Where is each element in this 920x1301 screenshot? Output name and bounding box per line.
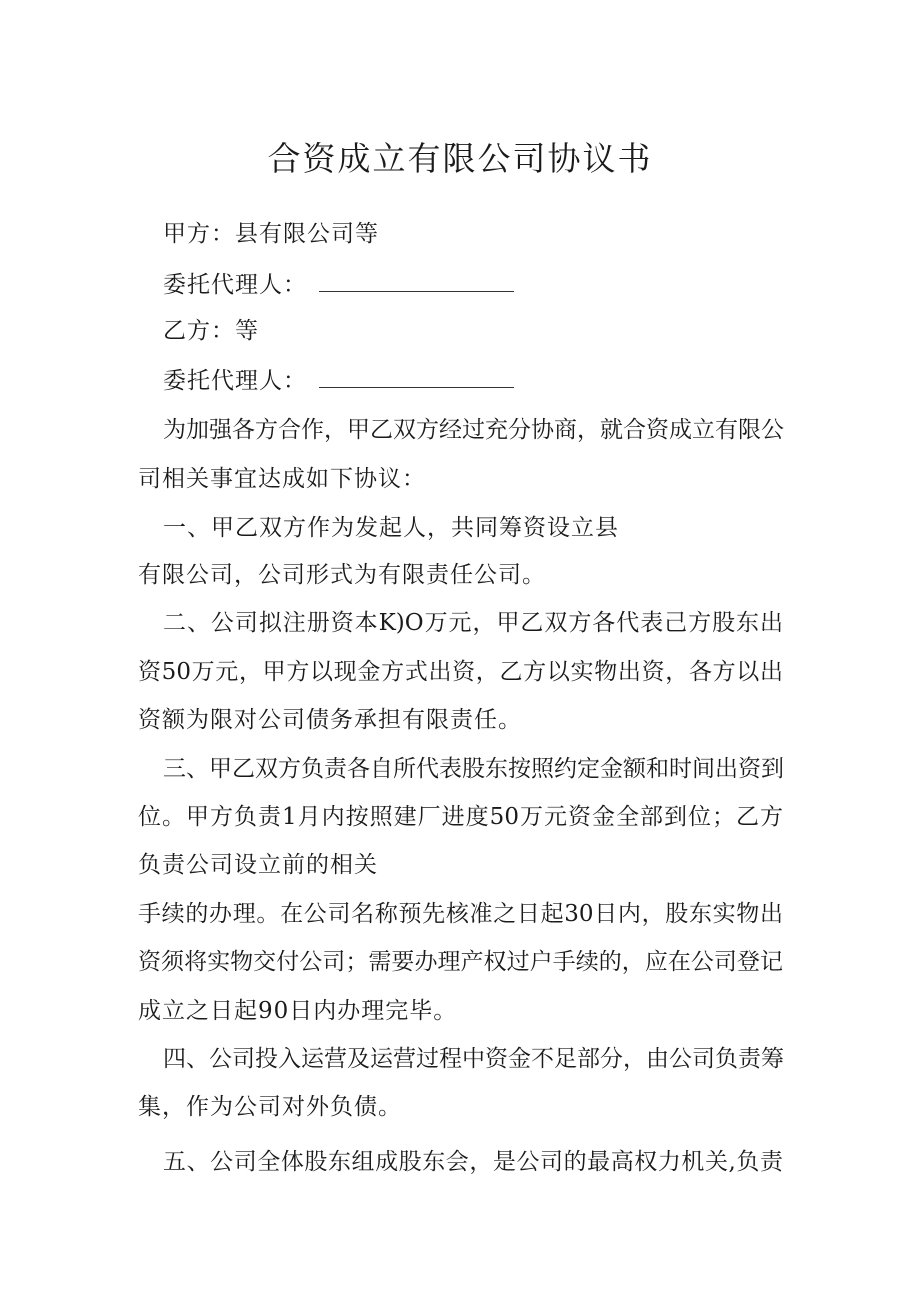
preamble-line-2: 司相关事宜达成如下协议： bbox=[138, 466, 426, 492]
clause-1-line-1: 一、甲乙双方作为发起人，共同筹资设立县 bbox=[163, 515, 619, 541]
clause-3-line-5: 资须将实物交付公司；需要办理产权过户手续的，应在公司登记 bbox=[138, 949, 783, 975]
clause-3-line-3: 负责公司设立前的相关 bbox=[138, 852, 378, 878]
agent-b-label: 委托代理人： bbox=[163, 368, 307, 394]
clause-5-line-1: 五、公司全体股东组成股东会，是公司的最高权力机关,负责 bbox=[163, 1149, 783, 1175]
clause-4-line-2: 集，作为公司对外负债。 bbox=[138, 1094, 402, 1120]
agent-b-row bbox=[163, 364, 514, 398]
party-a: 甲方：县有限公司等 bbox=[163, 221, 379, 247]
clause-2-line-1: 二、公司拟注册资本K)O万元，甲乙双方各代表己方股东出 bbox=[163, 610, 783, 636]
clause-3-line-1: 三、甲乙双方负责各自所代表股东按照约定金额和时间出资到 bbox=[163, 756, 784, 782]
agent-a-row bbox=[163, 268, 514, 302]
agent-b-blank-line bbox=[319, 365, 514, 388]
clause-3-line-6: 成立之日起90日内办理完毕。 bbox=[138, 998, 458, 1024]
preamble-line-1: 为加强各方合作，甲乙双方经过充分协商，就合资成立有限公 bbox=[163, 417, 784, 443]
clause-1-line-2: 有限公司，公司形式为有限责任公司。 bbox=[138, 562, 546, 588]
party-b: 乙方：等 bbox=[163, 318, 259, 344]
clause-2-line-3: 资额为限对公司债务承担有限责任。 bbox=[138, 707, 522, 733]
clause-3-line-2: 位。甲方负责1月内按照建厂进度50万元资金全部到位；乙方 bbox=[138, 804, 783, 830]
clause-3-line-4: 手续的办理。在公司名称预先核准之日起30日内，股东实物出 bbox=[138, 901, 783, 927]
document-title: 合资成立有限公司协议书 bbox=[267, 139, 653, 178]
clause-4-line-1: 四、公司投入运营及运营过程中资金不足部分，由公司负责筹 bbox=[163, 1046, 784, 1072]
agent-a-label: 委托代理人： bbox=[163, 272, 307, 298]
agent-a-blank-line bbox=[319, 269, 514, 292]
clause-2-line-2: 资50万元，甲方以现金方式出资，乙方以实物出资，各方以出 bbox=[138, 659, 783, 685]
